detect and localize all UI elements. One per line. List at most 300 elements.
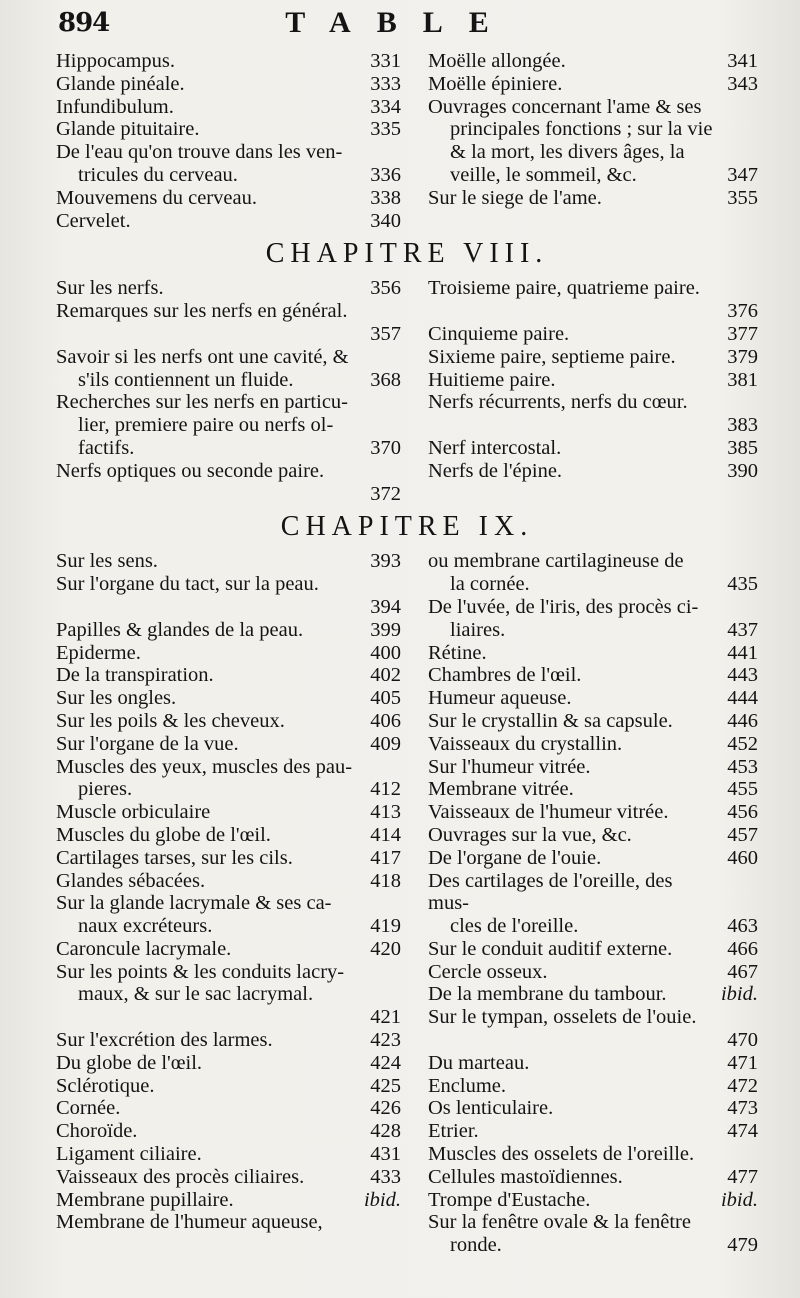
entry-page-number: 385 [727, 436, 758, 459]
entry-text: Sur le tympan, osselets de l'ouie. [428, 1006, 697, 1029]
entry-page-number: 413 [370, 801, 401, 824]
entry-page-number: 426 [370, 1097, 401, 1120]
entry-title [428, 1143, 718, 1166]
toc-column-left [56, 277, 401, 505]
toc-entry [56, 847, 401, 870]
entry-title [56, 1052, 361, 1075]
entry-page-number: 394 [370, 595, 401, 618]
toc-entry [56, 1075, 401, 1098]
entry-page-number: 470 [727, 1029, 758, 1052]
toc-entry [56, 118, 401, 141]
entry-text: De l'organe de l'ouie. [428, 846, 602, 869]
entry-text: Sur le siege de l'ame. [428, 186, 602, 209]
toc-entry [56, 961, 401, 1029]
entry-title [428, 870, 718, 938]
entry-title [428, 1006, 758, 1029]
toc-entry [56, 1189, 401, 1212]
entry-title [428, 1097, 718, 1120]
entry-page-number: 414 [370, 823, 401, 846]
toc-entry [428, 1211, 758, 1257]
entry-title [428, 187, 718, 210]
entry-title [428, 801, 718, 824]
toc-entry [56, 664, 401, 687]
entry-text: Sur la glande lacrymale & ses ca- [56, 892, 332, 915]
entry-page-number: 477 [727, 1165, 758, 1188]
entry-page-number: 368 [370, 368, 401, 391]
entry-page-number: 383 [727, 414, 758, 437]
toc-entry [56, 300, 401, 346]
entry-text: Mouvemens du cerveau. [56, 186, 257, 209]
entry-text: Nerfs de l'épine. [428, 459, 563, 482]
toc-entry [428, 1097, 758, 1120]
entry-text: Remarques sur les nerfs en général. [56, 300, 348, 323]
entry-title [428, 369, 718, 392]
table-of-contents [56, 50, 758, 1290]
toc-entry [56, 187, 401, 210]
toc-entry [56, 1166, 401, 1189]
entry-page-number: 455 [727, 778, 758, 801]
entry-text: Trompe d'Eustache. [428, 1188, 591, 1211]
entry-page-number: 474 [727, 1120, 758, 1143]
entry-text: Des cartilages de l'oreille, des mus- [428, 869, 673, 915]
entry-page-number: 463 [727, 915, 758, 938]
toc-entry [56, 756, 401, 802]
entry-title [428, 1166, 718, 1189]
entry-page-number: 444 [727, 687, 758, 710]
toc-entry [56, 733, 401, 756]
entry-page-number: 356 [370, 277, 401, 300]
toc-entry [56, 141, 401, 187]
entry-text: Sur les poils & les cheveux. [56, 709, 285, 732]
toc-entry [428, 73, 758, 96]
entry-page-number: 338 [370, 186, 401, 209]
toc-entry [56, 619, 401, 642]
toc-entry [56, 96, 401, 119]
entry-page-number: 428 [370, 1120, 401, 1143]
entry-title [56, 1097, 361, 1120]
entry-text: Enclume. [428, 1074, 506, 1097]
entry-title [428, 437, 718, 460]
toc-entry [428, 50, 758, 73]
entry-page-number: 406 [370, 709, 401, 732]
entry-text: ou membrane cartilagineuse de [428, 550, 684, 573]
toc-column-right [428, 50, 758, 232]
toc-entry [56, 1097, 401, 1120]
toc-entry [428, 961, 758, 984]
toc-entry [428, 870, 758, 938]
entry-text: Nerfs optiques ou seconde paire. [56, 459, 325, 482]
entry-title [56, 642, 361, 665]
entry-title [56, 870, 361, 893]
entry-title [56, 187, 361, 210]
entry-title [56, 756, 361, 802]
entry-page-number: 453 [727, 755, 758, 778]
entry-text: Infundibulum. [56, 95, 174, 118]
entry-text: De l'eau qu'on trouve dans les ven- [56, 141, 343, 164]
entry-page-number: 425 [370, 1074, 401, 1097]
entry-text: Du marteau. [428, 1051, 530, 1074]
toc-entry [428, 687, 758, 710]
entry-text: Chambres de l'œil. [428, 664, 582, 687]
entry-page-number: 417 [370, 846, 401, 869]
entry-title [56, 277, 361, 300]
toc-entry [56, 346, 401, 392]
entry-text-continued: s'ils contiennent un fluide. [78, 368, 294, 391]
toc-entry [428, 460, 758, 483]
entry-page-number: 460 [727, 846, 758, 869]
toc-entry [56, 1143, 401, 1166]
entry-text: Sclérotique. [56, 1074, 155, 1097]
entry-text-continued: ronde. [450, 1234, 502, 1257]
entry-text: Papilles & glandes de la peau. [56, 618, 304, 641]
entry-title [428, 50, 718, 73]
toc-entry [428, 1143, 758, 1166]
entry-page-number: 377 [727, 322, 758, 345]
entry-page-number: 423 [370, 1029, 401, 1052]
entry-text-continued: cles de l'oreille. [450, 915, 579, 938]
entry-page-number: 402 [370, 664, 401, 687]
entry-text: Rétine. [428, 641, 487, 664]
entry-text: Sur le crystallin & sa capsule. [428, 709, 673, 732]
entry-title [428, 733, 718, 756]
toc-entry [56, 277, 401, 300]
entry-text: Membrane vitrée. [428, 778, 574, 801]
entry-text: Nerf intercostal. [428, 436, 562, 459]
entry-page-number: 335 [370, 118, 401, 141]
entry-page-number: 471 [727, 1051, 758, 1074]
toc-entry [56, 210, 401, 233]
entry-page-number: 456 [727, 801, 758, 824]
entry-text: Recherches sur les nerfs en particu- [56, 391, 348, 414]
entry-title [428, 983, 715, 1006]
toc-entry [56, 1120, 401, 1143]
entry-page-number: 372 [370, 482, 401, 505]
entry-title [428, 96, 718, 187]
toc-column-left [56, 50, 401, 232]
entry-page-number: 336 [370, 163, 401, 186]
entry-page-number: 390 [727, 459, 758, 482]
toc-entry [428, 346, 758, 369]
entry-title [56, 1189, 358, 1212]
toc-column-left [56, 550, 401, 1257]
entry-text: Huitieme paire. [428, 368, 556, 391]
toc-entry [56, 801, 401, 824]
entry-title [428, 710, 718, 733]
entry-page-number: 347 [727, 163, 758, 186]
entry-text: Membrane pupillaire. [56, 1188, 234, 1211]
entry-title [56, 210, 361, 233]
entry-title [56, 73, 361, 96]
entry-page-number: 393 [370, 550, 401, 573]
toc-entry [56, 938, 401, 961]
toc-entry [56, 391, 401, 459]
entry-text: Vaisseaux du crystallin. [428, 732, 623, 755]
toc-entry [56, 460, 401, 506]
entry-title [56, 664, 361, 687]
entry-page-number: 452 [727, 732, 758, 755]
entry-page-number: 370 [370, 436, 401, 459]
entry-title [56, 961, 401, 1007]
entry-text: Glande pituitaire. [56, 118, 200, 141]
entry-text: Sur le conduit auditif externe. [428, 937, 673, 960]
entry-page-number: 331 [370, 50, 401, 72]
entry-title [56, 892, 361, 938]
entry-text: Sur la fenêtre ovale & la fenêtre [428, 1211, 691, 1234]
entry-page-number: 473 [727, 1097, 758, 1120]
entry-text: Glandes sébacées. [56, 869, 206, 892]
toc-entry [56, 550, 401, 573]
entry-text: Muscles des osselets de l'oreille. [428, 1143, 695, 1166]
entry-page-number: 431 [370, 1143, 401, 1166]
toc-entry [428, 187, 758, 210]
entry-text: Muscle orbiculaire [56, 801, 211, 824]
entry-title [56, 1166, 361, 1189]
toc-entry [428, 733, 758, 756]
entry-title [428, 664, 718, 687]
toc-entry [428, 642, 758, 665]
entry-text: Membrane de l'humeur aqueuse, [56, 1211, 323, 1234]
entry-text: Choroïde. [56, 1120, 138, 1143]
entry-title [428, 1189, 715, 1212]
toc-entry [56, 1029, 401, 1052]
entry-page-number: 400 [370, 641, 401, 664]
entry-text: Sixieme paire, septieme paire. [428, 345, 676, 368]
entry-text: Sur l'humeur vitrée. [428, 755, 591, 778]
entry-title [428, 642, 718, 665]
entry-text: Caroncule lacrymale. [56, 937, 232, 960]
entry-title [56, 391, 361, 459]
entry-text: Sur les sens. [56, 550, 158, 573]
entry-page-number: 381 [727, 368, 758, 391]
entry-text: Vaisseaux de l'humeur vitrée. [428, 801, 669, 824]
entry-text: Hippocampus. [56, 50, 175, 72]
entry-title [56, 118, 361, 141]
toc-entry [428, 847, 758, 870]
toc-column-right [428, 277, 758, 505]
entry-text: Du globe de l'œil. [56, 1051, 203, 1074]
entry-text-continued: maux, & sur le sac lacrymal. [78, 983, 314, 1006]
entry-text: Etrier. [428, 1120, 479, 1143]
toc-entry [428, 596, 758, 642]
entry-page-number: 405 [370, 687, 401, 710]
entry-text-continued: naux excréteurs. [78, 915, 213, 938]
entry-page-number: 421 [370, 1006, 401, 1029]
entry-text: Sur l'organe de la vue. [56, 732, 239, 755]
entry-page-number: 340 [370, 209, 401, 232]
toc-entry [56, 687, 401, 710]
entry-page-number: 333 [370, 72, 401, 95]
chapter-heading: CHAPITRE VIII. [265, 238, 549, 270]
entry-text-continued: principales fonctions ; sur la vie & la mort, les divers âges, la veille, le sommeil, &c. [450, 118, 713, 186]
toc-entry [56, 1211, 401, 1234]
toc-entry [428, 1075, 758, 1098]
page-header [40, 6, 760, 42]
entry-text: Cartilages tarses, sur les cils. [56, 846, 293, 869]
entry-page-number: 479 [727, 1234, 758, 1257]
entry-text: Sur les nerfs. [56, 277, 164, 300]
entry-page-number: ibid. [720, 1188, 758, 1211]
entry-text: Moëlle épiniere. [428, 72, 563, 95]
toc-entry [56, 573, 401, 619]
entry-page-number: 343 [727, 72, 758, 95]
entry-title [428, 847, 718, 870]
entry-title [428, 323, 718, 346]
entry-title [428, 596, 718, 642]
entry-text: Ouvrages concernant l'ame & ses [428, 95, 702, 118]
entry-title [56, 824, 361, 847]
entry-page-number: 420 [370, 937, 401, 960]
entry-text: Sur les ongles. [56, 687, 177, 710]
toc-section [56, 50, 758, 232]
entry-page-number: 399 [370, 618, 401, 641]
entry-page-number: 435 [727, 573, 758, 596]
toc-entry [428, 824, 758, 847]
entry-text: Cellules mastoïdiennes. [428, 1165, 623, 1188]
entry-title [428, 824, 718, 847]
entry-text-continued: la cornée. [450, 573, 530, 596]
entry-text: De l'uvée, de l'iris, des procès ci- [428, 595, 699, 618]
entry-text: Os lenticulaire. [428, 1097, 554, 1120]
entry-title [428, 277, 758, 300]
entry-page-number: 376 [727, 300, 758, 323]
toc-entry [428, 96, 758, 187]
entry-text: Cornée. [56, 1097, 121, 1120]
toc-entry [428, 664, 758, 687]
entry-page-number: 334 [370, 95, 401, 118]
entry-text: De la membrane du tambour. [428, 983, 667, 1006]
toc-entry [56, 73, 401, 96]
entry-text: Sur les points & les conduits lacry- [56, 960, 345, 983]
toc-entry [428, 1006, 758, 1052]
entry-text: Nerfs récurrents, nerfs du cœur. [428, 391, 688, 414]
entry-text: Ouvrages sur la vue, &c. [428, 823, 632, 846]
entry-page-number: 437 [727, 618, 758, 641]
entry-page-number: 419 [370, 915, 401, 938]
entry-title [428, 778, 718, 801]
entry-title [428, 938, 718, 961]
entry-text: Troisieme paire, quatrieme paire. [428, 277, 700, 300]
entry-title [428, 1211, 718, 1257]
toc-entry [56, 824, 401, 847]
entry-page-number: ibid. [720, 983, 758, 1006]
entry-text: Cervelet. [56, 209, 131, 232]
toc-entry [56, 50, 401, 73]
entry-text: De la transpiration. [56, 664, 214, 687]
toc-entry [428, 369, 758, 392]
entry-title [56, 573, 401, 596]
entry-page-number: 472 [727, 1074, 758, 1097]
toc-section [56, 550, 758, 1257]
entry-title [56, 1211, 361, 1234]
entry-title [56, 1143, 361, 1166]
entry-title [56, 141, 361, 187]
entry-text: Cinquieme paire. [428, 322, 570, 345]
entry-text: Moëlle allongée. [428, 50, 566, 72]
entry-title [56, 550, 361, 573]
entry-title [56, 938, 361, 961]
entry-title [56, 1075, 361, 1098]
entry-page-number: 355 [727, 186, 758, 209]
toc-entry [428, 1052, 758, 1075]
toc-entry [56, 892, 401, 938]
entry-page-number: 424 [370, 1051, 401, 1074]
toc-entry [428, 756, 758, 779]
entry-title [56, 710, 361, 733]
entry-page-number: 441 [727, 641, 758, 664]
entry-title [56, 346, 361, 392]
toc-entry [428, 437, 758, 460]
toc-entry [428, 323, 758, 346]
entry-text: Vaisseaux des procès ciliaires. [56, 1165, 305, 1188]
entry-text: Sur l'excrétion des larmes. [56, 1029, 273, 1052]
entry-text: Sur l'organe du tact, sur la peau. [56, 573, 319, 596]
entry-page-number: ibid. [363, 1188, 401, 1211]
chapter-heading: CHAPITRE IX. [280, 511, 534, 543]
toc-entry [428, 277, 758, 323]
entry-text-continued: lier, premiere paire ou nerfs ol- factifs. [78, 414, 334, 459]
toc-entry [56, 1052, 401, 1075]
entry-title [56, 50, 361, 73]
entry-page-number: 418 [370, 869, 401, 892]
entry-page-number: 409 [370, 732, 401, 755]
entry-title [56, 96, 361, 119]
entry-page-number: 357 [370, 322, 401, 345]
toc-entry [428, 801, 758, 824]
toc-entry [428, 1120, 758, 1143]
toc-column-right [428, 550, 758, 1257]
toc-entry [56, 870, 401, 893]
toc-entry [428, 1166, 758, 1189]
entry-title [56, 300, 401, 323]
toc-entry [56, 710, 401, 733]
entry-text: Muscles du globe de l'œil. [56, 823, 271, 846]
entry-page-number: 433 [370, 1165, 401, 1188]
entry-title [428, 961, 718, 984]
entry-text: Epiderme. [56, 641, 141, 664]
toc-entry [428, 778, 758, 801]
entry-page-number: 457 [727, 823, 758, 846]
toc-entry [428, 550, 758, 596]
entry-page-number: 379 [727, 345, 758, 368]
entry-title [56, 733, 361, 756]
entry-title [428, 391, 758, 414]
entry-title [56, 847, 361, 870]
entry-title [428, 1052, 718, 1075]
entry-text: Humeur aqueuse. [428, 687, 572, 710]
running-title: TABLE [285, 6, 515, 39]
entry-title [56, 1029, 361, 1052]
toc-entry [428, 1189, 758, 1212]
entry-title [428, 1075, 718, 1098]
entry-text: Savoir si les nerfs ont une cavité, & [56, 345, 349, 368]
entry-text-continued: pieres. [78, 778, 133, 801]
entry-title [56, 460, 401, 483]
entry-title [428, 756, 718, 779]
entry-page-number: 466 [727, 937, 758, 960]
entry-page-number: 341 [727, 50, 758, 72]
entry-title [56, 801, 361, 824]
entry-text: Glande pinéale. [56, 72, 185, 95]
entry-text: Muscles des yeux, muscles des pau- [56, 755, 353, 778]
toc-entry [428, 391, 758, 437]
entry-text: Cercle osseux. [428, 960, 548, 983]
entry-text: Ligament ciliaire. [56, 1143, 202, 1166]
entry-page-number: 467 [727, 960, 758, 983]
toc-entry [428, 710, 758, 733]
entry-text-continued: tricules du cerveau. [78, 163, 238, 186]
page-number: 894 [58, 8, 110, 38]
toc-entry [428, 938, 758, 961]
